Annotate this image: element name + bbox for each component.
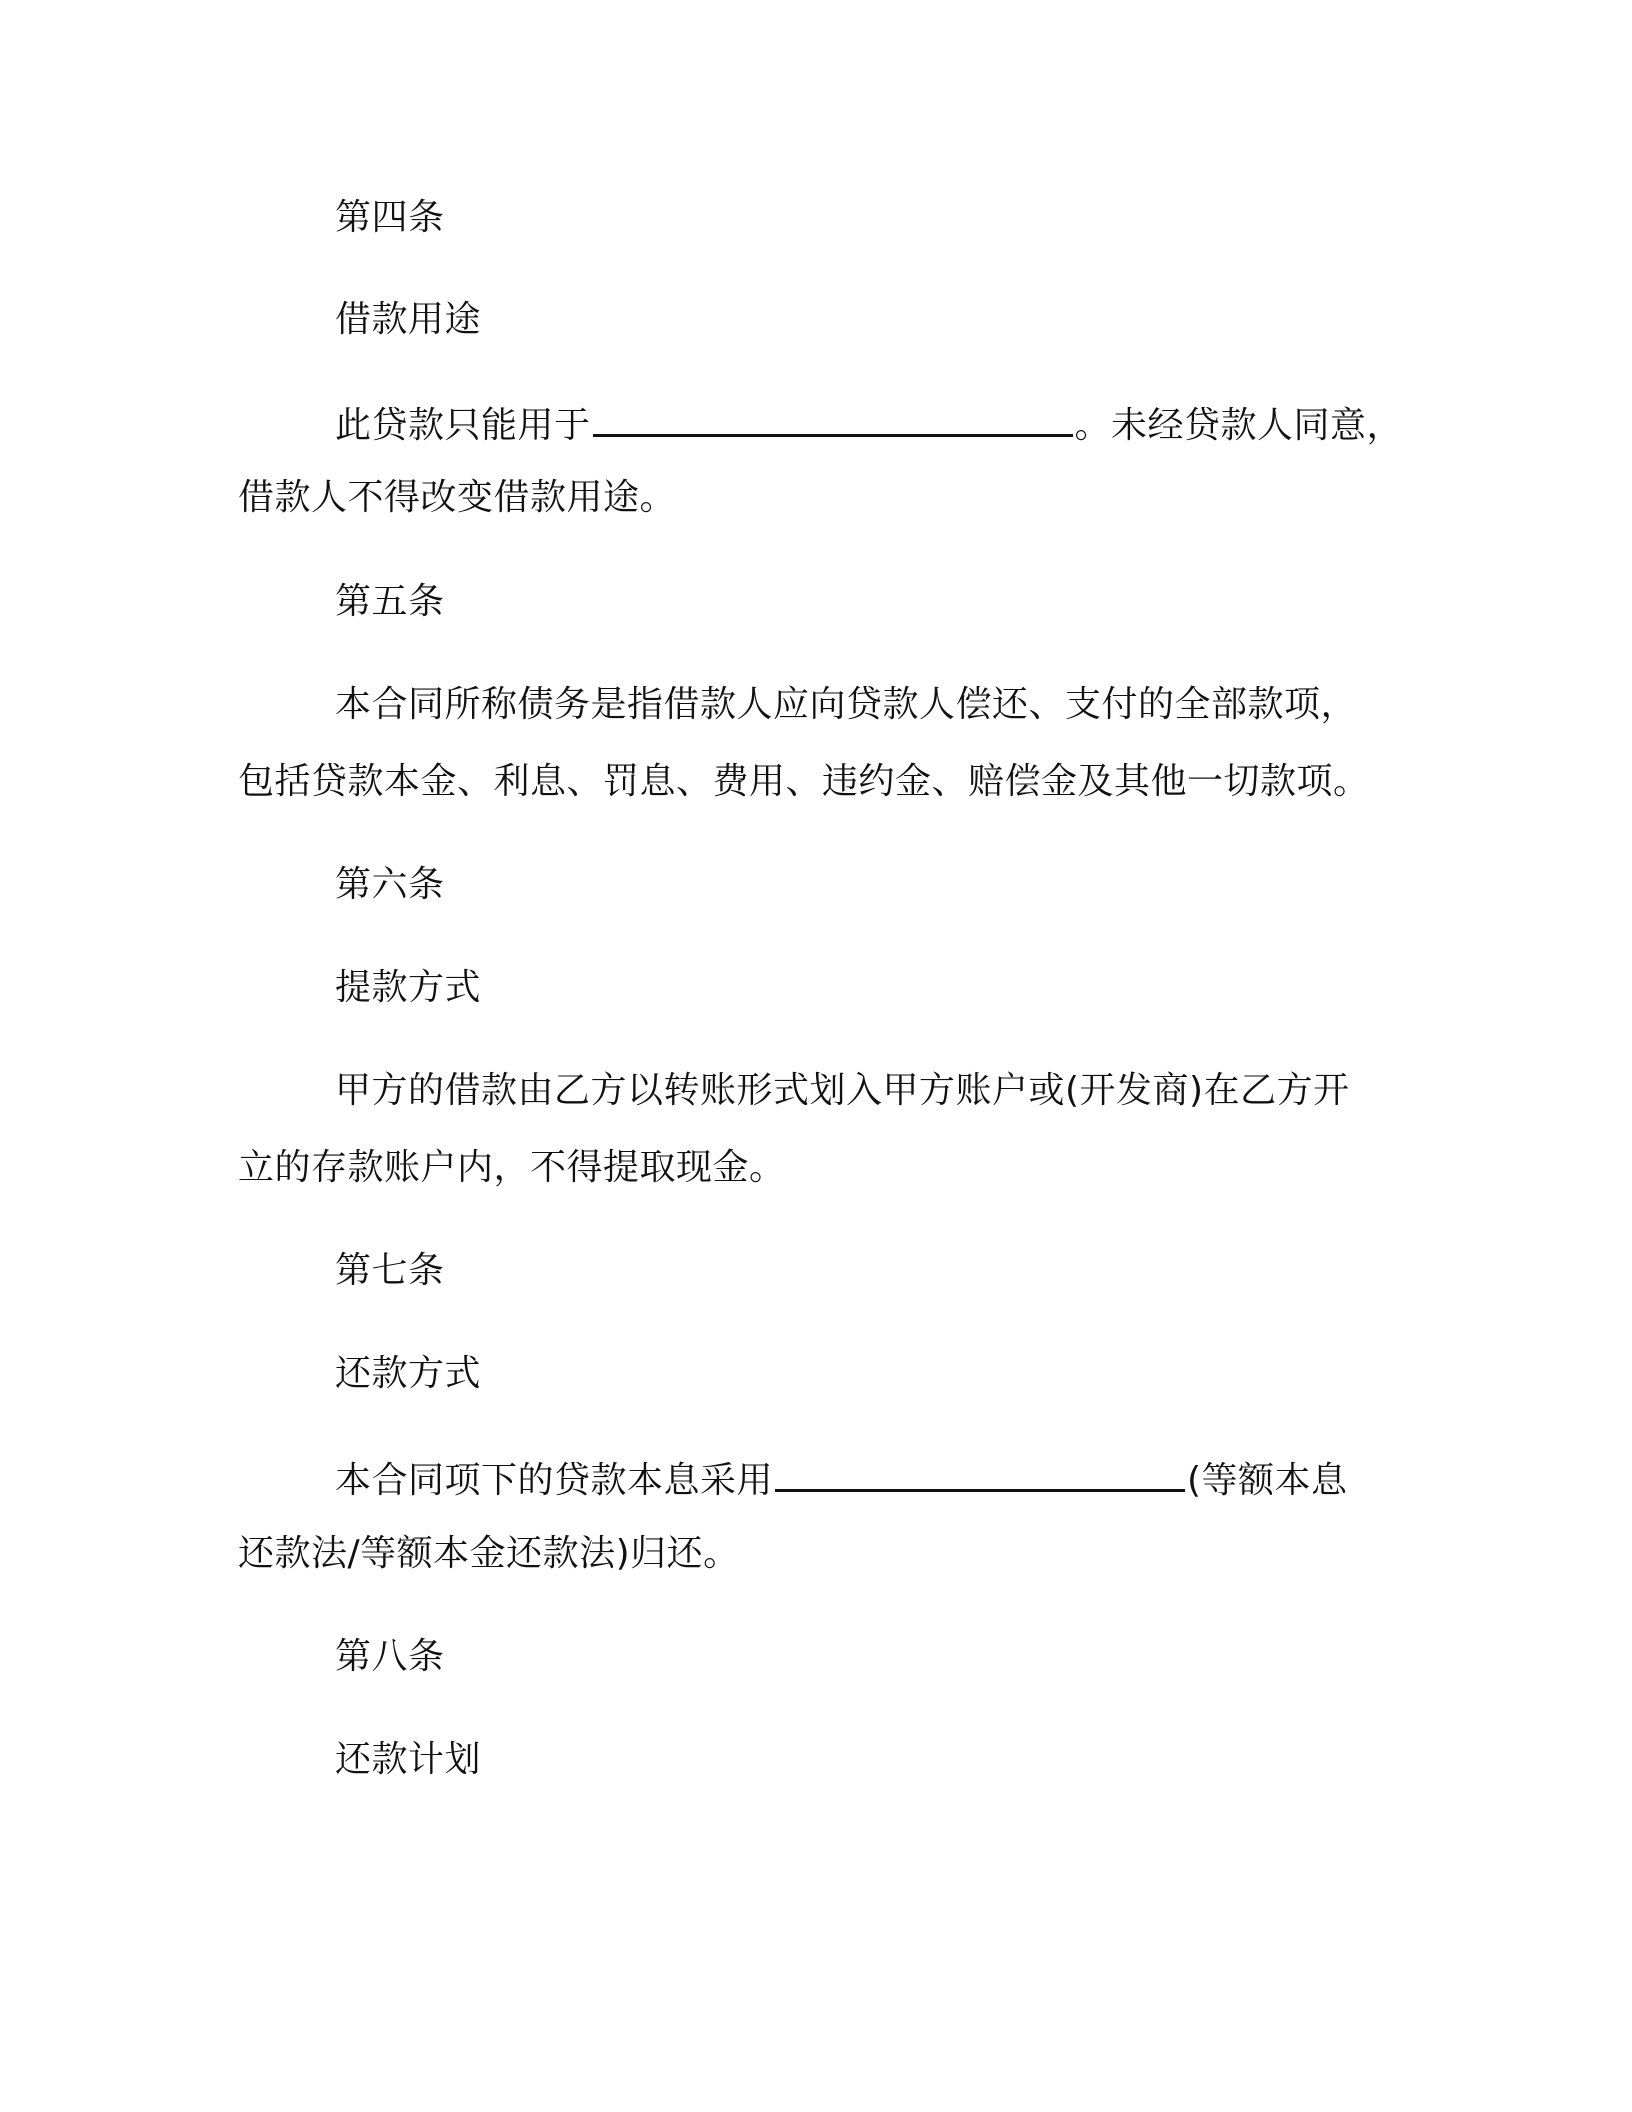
article-4-paragraph-line-2: 借款人不得改变借款用途。 xyxy=(238,477,677,518)
article-6-heading: 第六条 xyxy=(335,864,445,905)
article-8-heading: 第八条 xyxy=(335,1636,445,1677)
article-4-paragraph-line-1 xyxy=(335,400,1403,448)
article-6-paragraph-line-2: 立的存款账户内，不得提取现金。 xyxy=(238,1147,786,1188)
article-4-heading: 第四条 xyxy=(335,197,445,238)
article-6-paragraph-line-1: 甲方的借款由乙方以转账形式划入甲方账户或(开发商)在乙方开 xyxy=(335,1070,1350,1111)
article-4-title: 借款用途 xyxy=(335,299,482,340)
article-7-paragraph-line-2: 还款法/等额本金还款法)归还。 xyxy=(238,1533,740,1574)
article-7-text-after-blank: (等额本息 xyxy=(1187,1460,1348,1501)
article-5-heading: 第五条 xyxy=(335,581,445,622)
article-4-text-before-blank: 此贷款只能用于 xyxy=(335,405,591,446)
article-4-text-after-blank: 。未经贷款人同意， xyxy=(1074,405,1404,446)
loan-purpose-blank[interactable] xyxy=(593,400,1073,437)
article-7-title: 还款方式 xyxy=(335,1353,482,1394)
article-5-paragraph-line-2: 包括贷款本金、利息、罚息、费用、违约金、赔偿金及其他一切款项。 xyxy=(238,761,1370,802)
article-7-heading: 第七条 xyxy=(335,1250,445,1291)
article-7-paragraph-line-1 xyxy=(335,1455,1348,1503)
article-5-paragraph-line-1: 本合同所称债务是指借款人应向贷款人偿还、支付的全部款项， xyxy=(335,684,1358,725)
article-8-title: 还款计划 xyxy=(335,1739,482,1780)
article-7-text-before-blank: 本合同项下的贷款本息采用 xyxy=(335,1460,774,1501)
article-6-title: 提款方式 xyxy=(335,967,482,1008)
repayment-method-blank[interactable] xyxy=(775,1455,1185,1492)
